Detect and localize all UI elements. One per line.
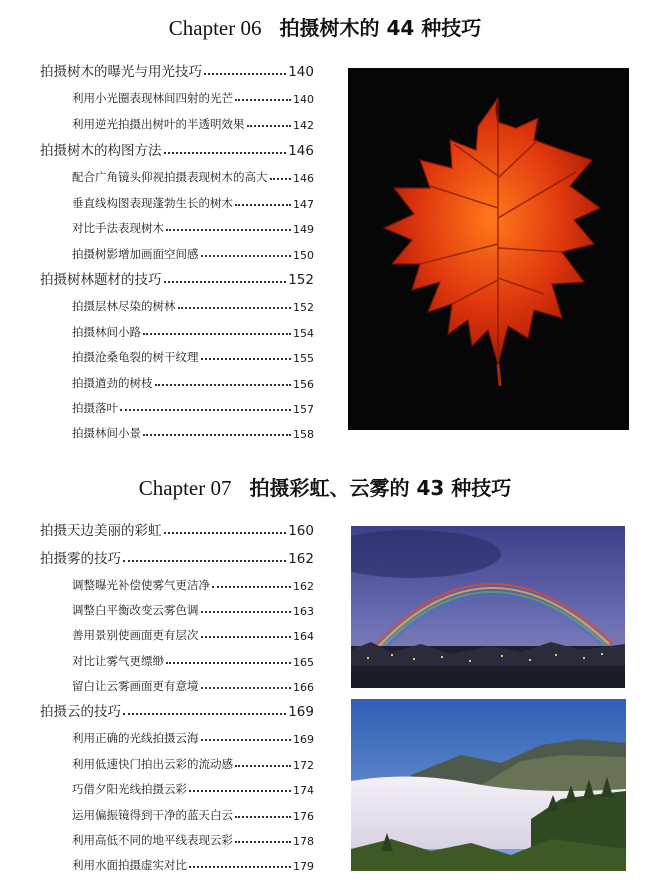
leader-dots — [164, 532, 287, 534]
leader-dots — [235, 765, 291, 767]
toc-page-number: 156 — [293, 378, 314, 391]
toc-entry[interactable] — [72, 345, 314, 365]
leader-dots — [201, 611, 292, 613]
toc-entry-title: 利用水面拍摄虚实对比 — [72, 858, 187, 872]
toc-entry[interactable] — [72, 623, 314, 643]
rainbow-image — [351, 526, 625, 688]
leader-dots — [212, 586, 291, 588]
toc-entry[interactable] — [72, 396, 314, 416]
toc-page-number: 178 — [293, 835, 314, 848]
leader-dots — [120, 409, 291, 411]
leader-dots — [166, 229, 291, 231]
toc-entry-title: 垂直线构图表现蓬勃生长的树木 — [72, 196, 233, 210]
toc-page-number: 152 — [288, 272, 314, 288]
toc-page-number: 147 — [293, 198, 314, 211]
leader-dots — [201, 358, 292, 360]
toc-section[interactable] — [40, 268, 314, 288]
chapter-06-heading — [0, 12, 650, 41]
leader-dots — [235, 99, 291, 101]
leader-dots — [143, 333, 291, 335]
toc-entry[interactable] — [72, 649, 314, 669]
toc-page-number: 169 — [288, 704, 314, 720]
toc-entry-title: 利用高低不同的地平线表现云彩 — [72, 833, 233, 847]
leader-dots — [178, 307, 292, 309]
leader-dots — [270, 178, 292, 180]
toc-page-number: 162 — [288, 551, 314, 567]
toc-section-title: 拍摄树木的构图方法 — [40, 143, 162, 159]
toc-page-number: 174 — [293, 784, 314, 797]
toc-entry-title: 对比让雾气更缥缈 — [72, 654, 164, 668]
toc-entry-title: 拍摄遒劲的树枝 — [72, 376, 153, 390]
toc-entry-title: 运用偏振镜得到干净的蓝天白云 — [72, 808, 233, 822]
toc-entry[interactable] — [72, 242, 314, 262]
toc-page-number: 149 — [293, 223, 314, 236]
toc-entry[interactable] — [72, 421, 314, 441]
toc-page-number: 154 — [293, 327, 314, 340]
toc-entry[interactable] — [72, 752, 314, 772]
leader-dots — [235, 204, 291, 206]
toc-entry-title: 对比手法表现树木 — [72, 221, 164, 235]
toc-section-title: 拍摄树木的曝光与用光技巧 — [40, 64, 202, 80]
leader-dots — [235, 841, 291, 843]
leader-dots — [204, 73, 286, 75]
toc-entry[interactable] — [72, 777, 314, 797]
toc-entry-title: 调整白平衡改变云雾色调 — [72, 603, 199, 617]
leader-dots — [164, 152, 287, 154]
toc-page-number: 146 — [288, 143, 314, 159]
toc-page-number: 163 — [293, 605, 314, 618]
toc-page-number: 157 — [293, 403, 314, 416]
leader-dots — [166, 662, 291, 664]
toc-page-number: 140 — [288, 64, 314, 80]
chapter-07-heading — [0, 472, 650, 501]
toc-entry[interactable] — [72, 294, 314, 314]
sea-of-clouds-mountains-photo — [351, 699, 626, 871]
rainbow-over-city-photo — [351, 526, 625, 688]
leader-dots — [123, 560, 286, 562]
toc-page-number: 142 — [293, 119, 314, 132]
toc-page-number: 150 — [293, 249, 314, 262]
toc-entry[interactable] — [72, 165, 314, 185]
toc-entry-title: 利用正确的光线拍摄云海 — [72, 731, 199, 745]
toc-section[interactable] — [40, 139, 314, 159]
toc-section-title: 拍摄天边美丽的彩虹 — [40, 523, 162, 539]
leader-dots — [201, 255, 292, 257]
toc-page-number: 155 — [293, 352, 314, 365]
toc-page-number: 162 — [293, 580, 314, 593]
leader-dots — [235, 816, 291, 818]
toc-entry[interactable] — [72, 726, 314, 746]
toc-page-number: 169 — [293, 733, 314, 746]
toc-entry-title: 拍摄沧桑龟裂的树干纹理 — [72, 350, 199, 364]
toc-entry[interactable] — [72, 828, 314, 848]
leader-dots — [143, 434, 291, 436]
toc-entry[interactable] — [72, 371, 314, 391]
toc-entry[interactable] — [72, 573, 314, 593]
oak-leaf-image — [348, 68, 629, 430]
toc-section[interactable] — [40, 700, 314, 720]
toc-entry-title: 善用景别使画面更有层次 — [72, 628, 199, 642]
leader-dots — [123, 713, 286, 715]
toc-entry[interactable] — [72, 216, 314, 236]
leader-dots — [155, 384, 292, 386]
toc-page-number: 179 — [293, 860, 314, 873]
toc-entry[interactable] — [72, 853, 314, 873]
toc-entry-title: 拍摄林间小路 — [72, 325, 141, 339]
toc-entry-title: 利用逆光拍摄出树叶的半透明效果 — [72, 117, 245, 131]
toc-section[interactable] — [40, 547, 314, 567]
toc-page-number: 172 — [293, 759, 314, 772]
toc-entry-title: 巧借夕阳光线拍摄云彩 — [72, 782, 187, 796]
toc-section[interactable] — [40, 60, 314, 80]
toc-section-title: 拍摄树林题材的技巧 — [40, 272, 162, 288]
toc-entry-title: 拍摄树影增加画面空间感 — [72, 247, 199, 261]
leader-dots — [201, 636, 292, 638]
leader-dots — [189, 866, 291, 868]
toc-page-number: 146 — [293, 172, 314, 185]
toc-page-number: 158 — [293, 428, 314, 441]
toc-entry[interactable] — [72, 112, 314, 132]
toc-page-number: 140 — [293, 93, 314, 106]
toc-page-number: 164 — [293, 630, 314, 643]
toc-entry-title: 拍摄林间小景 — [72, 426, 141, 440]
leader-dots — [247, 125, 292, 127]
toc-entry[interactable] — [72, 191, 314, 211]
leader-dots — [201, 739, 292, 741]
leader-dots — [201, 687, 292, 689]
toc-page-number: 176 — [293, 810, 314, 823]
toc-page-number: 152 — [293, 301, 314, 314]
toc-page-number: 160 — [288, 523, 314, 539]
toc-entry[interactable] — [72, 86, 314, 106]
toc-entry[interactable] — [72, 803, 314, 823]
toc-page-number: 165 — [293, 656, 314, 669]
toc-entry-title: 利用小光圈表现林间四射的光芒 — [72, 91, 233, 105]
chapter-07-label: Chapter 07 — [138, 476, 232, 500]
toc-page-number: 166 — [293, 681, 314, 694]
toc-section-title: 拍摄云的技巧 — [40, 704, 121, 720]
toc-entry-title: 调整曝光补偿使雾气更洁净 — [72, 578, 210, 592]
leader-dots — [189, 790, 291, 792]
chapter-06-label: Chapter 06 — [168, 16, 262, 40]
toc-entry-title: 留白让云雾画面更有意境 — [72, 679, 199, 693]
sea-of-clouds-image — [351, 699, 626, 871]
red-oak-leaf-photo — [348, 68, 629, 430]
chapter-06-title: 拍摄树木的 44 种技巧 — [279, 16, 482, 40]
leader-dots — [164, 281, 287, 283]
toc-entry-title: 拍摄落叶 — [72, 401, 118, 415]
chapter-07-title: 拍摄彩虹、云雾的 43 种技巧 — [249, 476, 512, 500]
toc-entry-title: 拍摄层林尽染的树林 — [72, 299, 176, 313]
toc-entry-title: 利用低速快门拍出云彩的流动感 — [72, 757, 233, 771]
toc-entry-title: 配合广角镜头仰视拍摄表现树木的高大 — [72, 170, 268, 184]
toc-entry[interactable] — [72, 598, 314, 618]
toc-entry[interactable] — [72, 674, 314, 694]
toc-section[interactable] — [40, 519, 314, 539]
toc-section-title: 拍摄雾的技巧 — [40, 551, 121, 567]
toc-entry[interactable] — [72, 320, 314, 340]
